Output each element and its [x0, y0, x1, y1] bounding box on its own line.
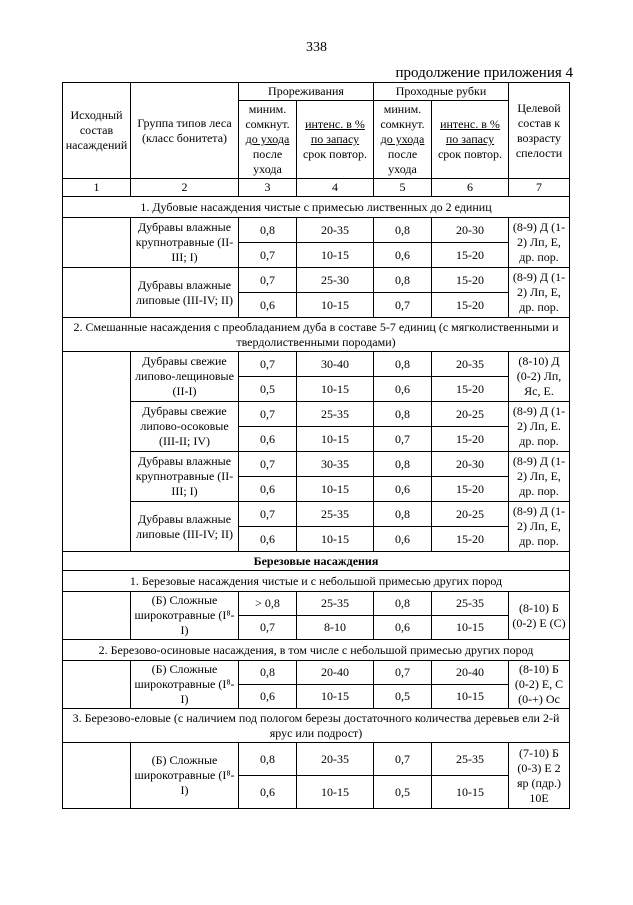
initial-composition-cell [63, 743, 131, 809]
header-min-line: миним. [248, 102, 287, 116]
intensity-value: 30-35 [297, 452, 374, 477]
section-title: 1. Березовые насаждения чистые и с небольшой примесью других пород [63, 571, 570, 592]
intensity-value: 20-40 [297, 661, 374, 685]
intensity-value: 10-15 [297, 477, 374, 502]
intensity-value: 15-20 [432, 268, 509, 293]
min-closure-value: 0,8 [374, 218, 432, 243]
min-closure-value: 0,6 [374, 377, 432, 402]
forest-group-name: Дубравы свежие липово-лещиновые (II-I) [131, 352, 239, 402]
intensity-value: 10-15 [432, 685, 509, 709]
section-title: 1. Дубовые насаждения чистые с примесью лиственных до 2 единиц [63, 197, 570, 218]
target-composition: (8-10) Д (0-2) Лп, Яс, Е. [509, 352, 570, 402]
header-min-line: после [252, 147, 283, 161]
forestry-table [62, 82, 570, 809]
min-closure-value: 0,5 [374, 776, 432, 809]
intensity-value: 25-35 [432, 743, 509, 776]
header-min-line: до ухода [245, 132, 290, 146]
min-closure-value: 0,7 [374, 293, 432, 318]
intensity-value: 15-20 [432, 377, 509, 402]
forest-group-name: Дубравы свежие липово-осоковые (III-II; IV) [131, 402, 239, 452]
header-min-line: сомкнут. [245, 117, 290, 131]
min-closure-value: 0,7 [239, 616, 297, 640]
min-closure-value: 0,8 [239, 661, 297, 685]
initial-composition-cell [63, 218, 131, 268]
min-closure-value: 0,7 [239, 268, 297, 293]
min-closure-value: > 0,8 [239, 592, 297, 616]
column-number: 3 [239, 179, 297, 197]
min-closure-value: 0,6 [374, 243, 432, 268]
min-closure-value: 0,8 [374, 402, 432, 427]
header-min-line: сомкнут. [380, 117, 425, 131]
column-number: 6 [432, 179, 509, 197]
header-min-closure [239, 101, 297, 179]
header-target-composition: Целевой состав к возрасту спелости [509, 83, 570, 179]
intensity-value: 10-15 [432, 616, 509, 640]
category-heading: Березовые насаждения [63, 552, 570, 571]
min-closure-value: 0,6 [374, 616, 432, 640]
section-title: 3. Березово-еловые (с наличием под пологом березы достаточного количества деревьев ели 2-й ярус или подрост) [63, 709, 570, 743]
section-title: 2. Смешанные насаждения с преобладанием дуба в составе 5-7 единиц (с мягколиственными и твердолиственными породами) [63, 318, 570, 352]
intensity-value: 15-20 [432, 427, 509, 452]
min-closure-value: 0,8 [374, 268, 432, 293]
target-composition: (8-10) Б (0-2) Е, С (0-+) Ос [509, 661, 570, 709]
intensity-value: 10-15 [297, 377, 374, 402]
target-composition: (8-9) Д (1-2) Лп, Е, др. пор. [509, 452, 570, 502]
intensity-value: 10-15 [297, 527, 374, 552]
intensity-value: 25-30 [297, 268, 374, 293]
min-closure-value: 0,8 [239, 218, 297, 243]
column-number: 4 [297, 179, 374, 197]
intensity-value: 25-35 [297, 402, 374, 427]
intensity-value: 15-20 [432, 527, 509, 552]
target-composition: (8-9) Д (1-2) Лп, Е, др. пор. [509, 218, 570, 268]
forest-group-name: Дубравы влажные липовые (III-IV; II) [131, 268, 239, 318]
header-int-line: интенс. в % [305, 117, 365, 131]
intensity-value: 20-40 [432, 661, 509, 685]
min-closure-value: 0,8 [239, 743, 297, 776]
header-int-line: интенс. в % [440, 117, 500, 131]
min-closure-value: 0,8 [374, 452, 432, 477]
target-composition: (8-9) Д (1-2) Лп, Е. др. пор. [509, 402, 570, 452]
min-closure-value: 0,5 [374, 685, 432, 709]
intensity-value: 15-20 [432, 243, 509, 268]
intensity-value: 10-15 [297, 293, 374, 318]
intensity-value: 25-35 [297, 592, 374, 616]
intensity-value: 10-15 [297, 685, 374, 709]
header-int-line: по запасу [445, 132, 495, 146]
forest-group-name: Дубравы влажные крупнотравные (II-III; I) [131, 452, 239, 502]
header-min-line: ухода [388, 162, 417, 176]
column-number: 1 [63, 179, 131, 197]
min-closure-value: 0,6 [374, 477, 432, 502]
target-composition: (8-10) Б (0-2) Е (С) [509, 592, 570, 640]
intensity-value: 20-25 [432, 502, 509, 527]
target-composition: (8-9) Д (1-2) Лп, Е, др. пор. [509, 268, 570, 318]
target-composition: (7-10) Б (0-3) Е 2 яр (пдр.) 10Е [509, 743, 570, 809]
header-thinning: Прореживания [239, 83, 374, 101]
intensity-value: 10-15 [297, 776, 374, 809]
intensity-value: 10-15 [297, 427, 374, 452]
header-int-line: срок повтор. [437, 147, 503, 161]
column-number: 2 [131, 179, 239, 197]
min-closure-value: 0,8 [374, 352, 432, 377]
intensity-value: 10-15 [297, 243, 374, 268]
intensity-value: 15-20 [432, 293, 509, 318]
min-closure-value: 0,6 [239, 477, 297, 502]
header-min-line: до ухода [380, 132, 425, 146]
intensity-value: 20-35 [297, 218, 374, 243]
header-intensity [297, 101, 374, 179]
min-closure-value: 0,6 [239, 527, 297, 552]
min-closure-value: 0,7 [239, 243, 297, 268]
intensity-value: 30-40 [297, 352, 374, 377]
min-closure-value: 0,6 [239, 293, 297, 318]
min-closure-value: 0,7 [239, 452, 297, 477]
header-min-line: после [387, 147, 418, 161]
header-int-line: по запасу [310, 132, 360, 146]
intensity-value: 25-35 [432, 592, 509, 616]
intensity-value: 10-15 [432, 776, 509, 809]
header-min-line: миним. [383, 102, 422, 116]
min-closure-value: 0,7 [239, 352, 297, 377]
continuation-note: продолжение приложения 4 [395, 65, 573, 81]
min-closure-value: 0,6 [239, 685, 297, 709]
initial-composition-cell [63, 352, 131, 552]
header-initial-composition: Исходный состав насаждений [63, 83, 131, 179]
header-passage-cuttings: Проходные рубки [374, 83, 509, 101]
forest-group-name: Дубравы влажные крупнотравные (II-III; I) [131, 218, 239, 268]
intensity-value: 20-30 [432, 452, 509, 477]
intensity-value: 20-35 [297, 743, 374, 776]
min-closure-value: 0,7 [239, 402, 297, 427]
forest-group-name: (Б) Сложные широкотравные (I⁸-I) [131, 592, 239, 640]
header-min-line: ухода [253, 162, 282, 176]
header-intensity [432, 101, 509, 179]
target-composition: (8-9) Д (1-2) Лп, Е, др. пор. [509, 502, 570, 552]
header-min-closure [374, 101, 432, 179]
intensity-value: 20-35 [432, 352, 509, 377]
min-closure-value: 0,6 [374, 527, 432, 552]
intensity-value: 8-10 [297, 616, 374, 640]
intensity-value: 25-35 [297, 502, 374, 527]
min-closure-value: 0,8 [374, 592, 432, 616]
min-closure-value: 0,6 [239, 776, 297, 809]
min-closure-value: 0,7 [239, 502, 297, 527]
intensity-value: 20-30 [432, 218, 509, 243]
forest-group-name: (Б) Сложные широкотравные (I⁸-I) [131, 661, 239, 709]
min-closure-value: 0,7 [374, 427, 432, 452]
page-number: 338 [306, 40, 327, 55]
min-closure-value: 0,7 [374, 661, 432, 685]
section-title: 2. Березово-осиновые насаждения, в том числе с небольшой примесью других пород [63, 640, 570, 661]
initial-composition-cell [63, 661, 131, 709]
min-closure-value: 0,6 [239, 427, 297, 452]
forest-group-name: (Б) Сложные широкотравные (I⁸-I) [131, 743, 239, 809]
intensity-value: 15-20 [432, 477, 509, 502]
initial-composition-cell [63, 268, 131, 318]
forest-group-name: Дубравы влажные липовые (III-IV; II) [131, 502, 239, 552]
header-forest-group: Группа типов леса (класс бонитета) [131, 83, 239, 179]
header-int-line: срок повтор. [302, 147, 368, 161]
column-number: 5 [374, 179, 432, 197]
column-number: 7 [509, 179, 570, 197]
min-closure-value: 0,8 [374, 502, 432, 527]
min-closure-value: 0,7 [374, 743, 432, 776]
intensity-value: 20-25 [432, 402, 509, 427]
min-closure-value: 0,5 [239, 377, 297, 402]
initial-composition-cell [63, 592, 131, 640]
